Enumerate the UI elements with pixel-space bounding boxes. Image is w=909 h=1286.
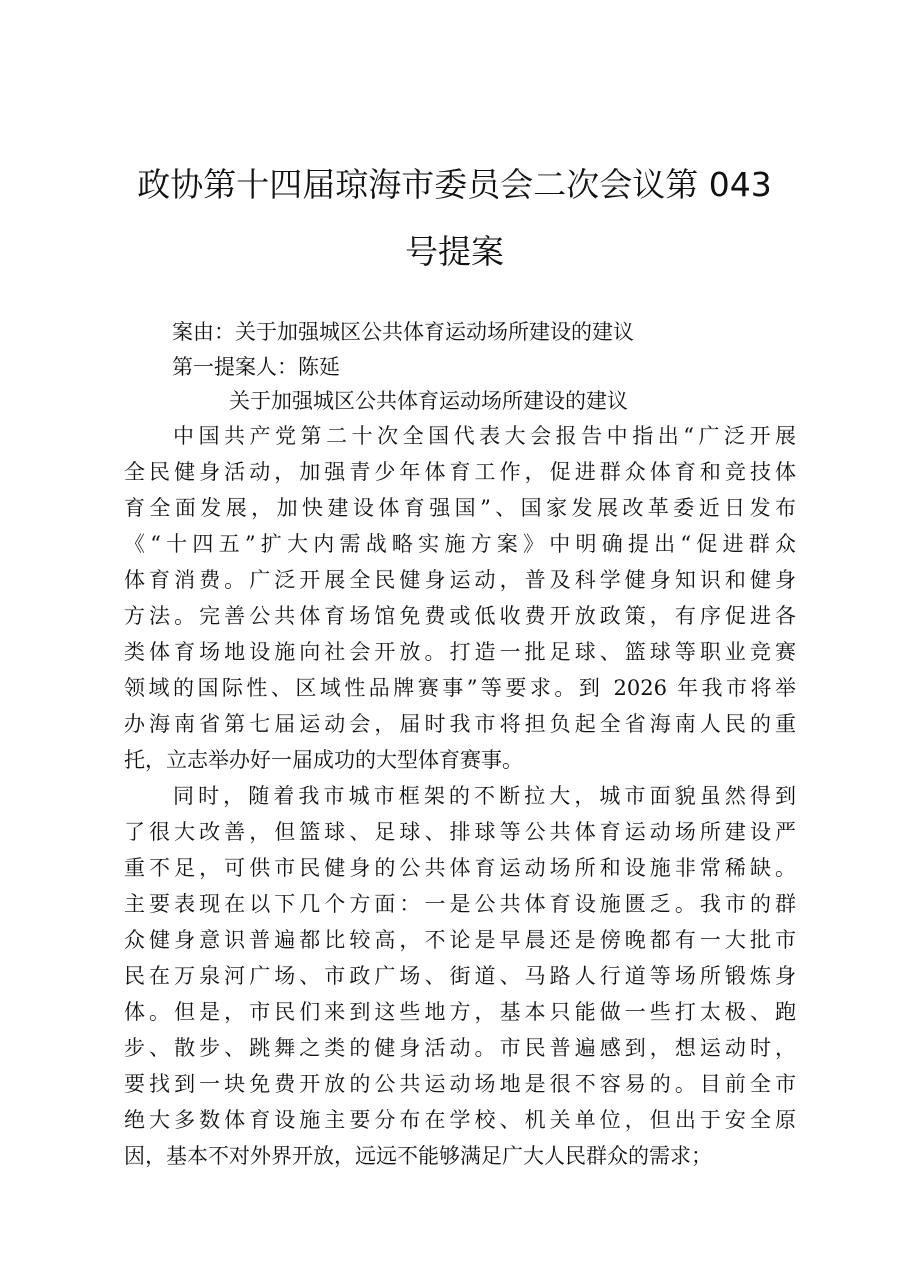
paragraph-line: 育全面发展，加快建设体育强国”、国家发展改革委近日发布: [124, 496, 796, 520]
paragraph-line: 《“十四五”扩大内需战略实施方案》中明确提出“促进群众: [124, 532, 796, 556]
paragraph-line: 体。但是，市民们来到这些地方，基本只能做一些打太极、跑: [124, 1000, 796, 1024]
paragraph-line: 领域的国际性、区域性品牌赛事”等要求。到 2026 年我市将举: [124, 676, 796, 700]
paragraph-line: 办海南省第七届运动会，届时我市将担负起全省海南人民的重: [124, 712, 796, 736]
document-title-line-2: 号提案: [405, 232, 504, 271]
paragraph-line: 绝大多数体育设施主要分布在学校、机关单位，但出于安全原: [124, 1108, 796, 1132]
case-reason: 案由：关于加强城区公共体育运动场所建设的建议: [172, 320, 634, 344]
paragraph-line: 步、散步、跳舞之类的健身活动。市民普遍感到，想运动时，: [124, 1036, 796, 1060]
paragraph-line: 托，立志举办好一届成功的大型体育赛事。: [124, 748, 523, 772]
paragraph-line: 民在万泉河广场、市政广场、街道、马路人行道等场所锻炼身: [124, 964, 796, 988]
first-proposer: 第一提案人：陈延: [172, 355, 340, 379]
paragraph-line: 要找到一块免费开放的公共运动场地是很不容易的。目前全市: [124, 1072, 796, 1096]
paragraph-2: [124, 778, 796, 1174]
paragraph-line: 方法。完善公共体育场馆免费或低收费开放政策，有序促进各: [124, 604, 796, 628]
paragraph-line: 全民健身活动，加强青少年体育工作，促进群众体育和竞技体: [124, 460, 796, 484]
paragraph-line: 体育消费。广泛开展全民健身运动，普及科学健身知识和健身: [124, 568, 796, 592]
paragraph-line: 重不足，可供市民健身的公共体育运动场所和设施非常稀缺。: [124, 856, 796, 880]
paragraph-line: 了很大改善，但篮球、足球、排球等公共体育运动场所建设严: [124, 820, 796, 844]
paragraph-1: [124, 418, 796, 778]
proposal-subtitle: 关于加强城区公共体育运动场所建设的建议: [229, 389, 628, 413]
paragraph-line: 类体育场地设施向社会开放。打造一批足球、篮球等职业竞赛: [124, 640, 796, 664]
document-title-line-1: 政协第十四届琼海市委员会二次会议第 043: [137, 165, 772, 204]
paragraph-line: 中国共产党第二十次全国代表大会报告中指出“广泛开展: [173, 424, 796, 448]
paragraph-line: 因，基本不对外界开放，远远不能够满足广大人民群众的需求；: [124, 1144, 712, 1168]
paragraph-line: 同时，随着我市城市框架的不断拉大，城市面貌虽然得到: [173, 784, 796, 808]
paragraph-line: 主要表现在以下几个方面：一是公共体育设施匮乏。我市的群: [124, 892, 796, 916]
paragraph-line: 众健身意识普遍都比较高，不论是早晨还是傍晚都有一大批市: [124, 928, 796, 952]
